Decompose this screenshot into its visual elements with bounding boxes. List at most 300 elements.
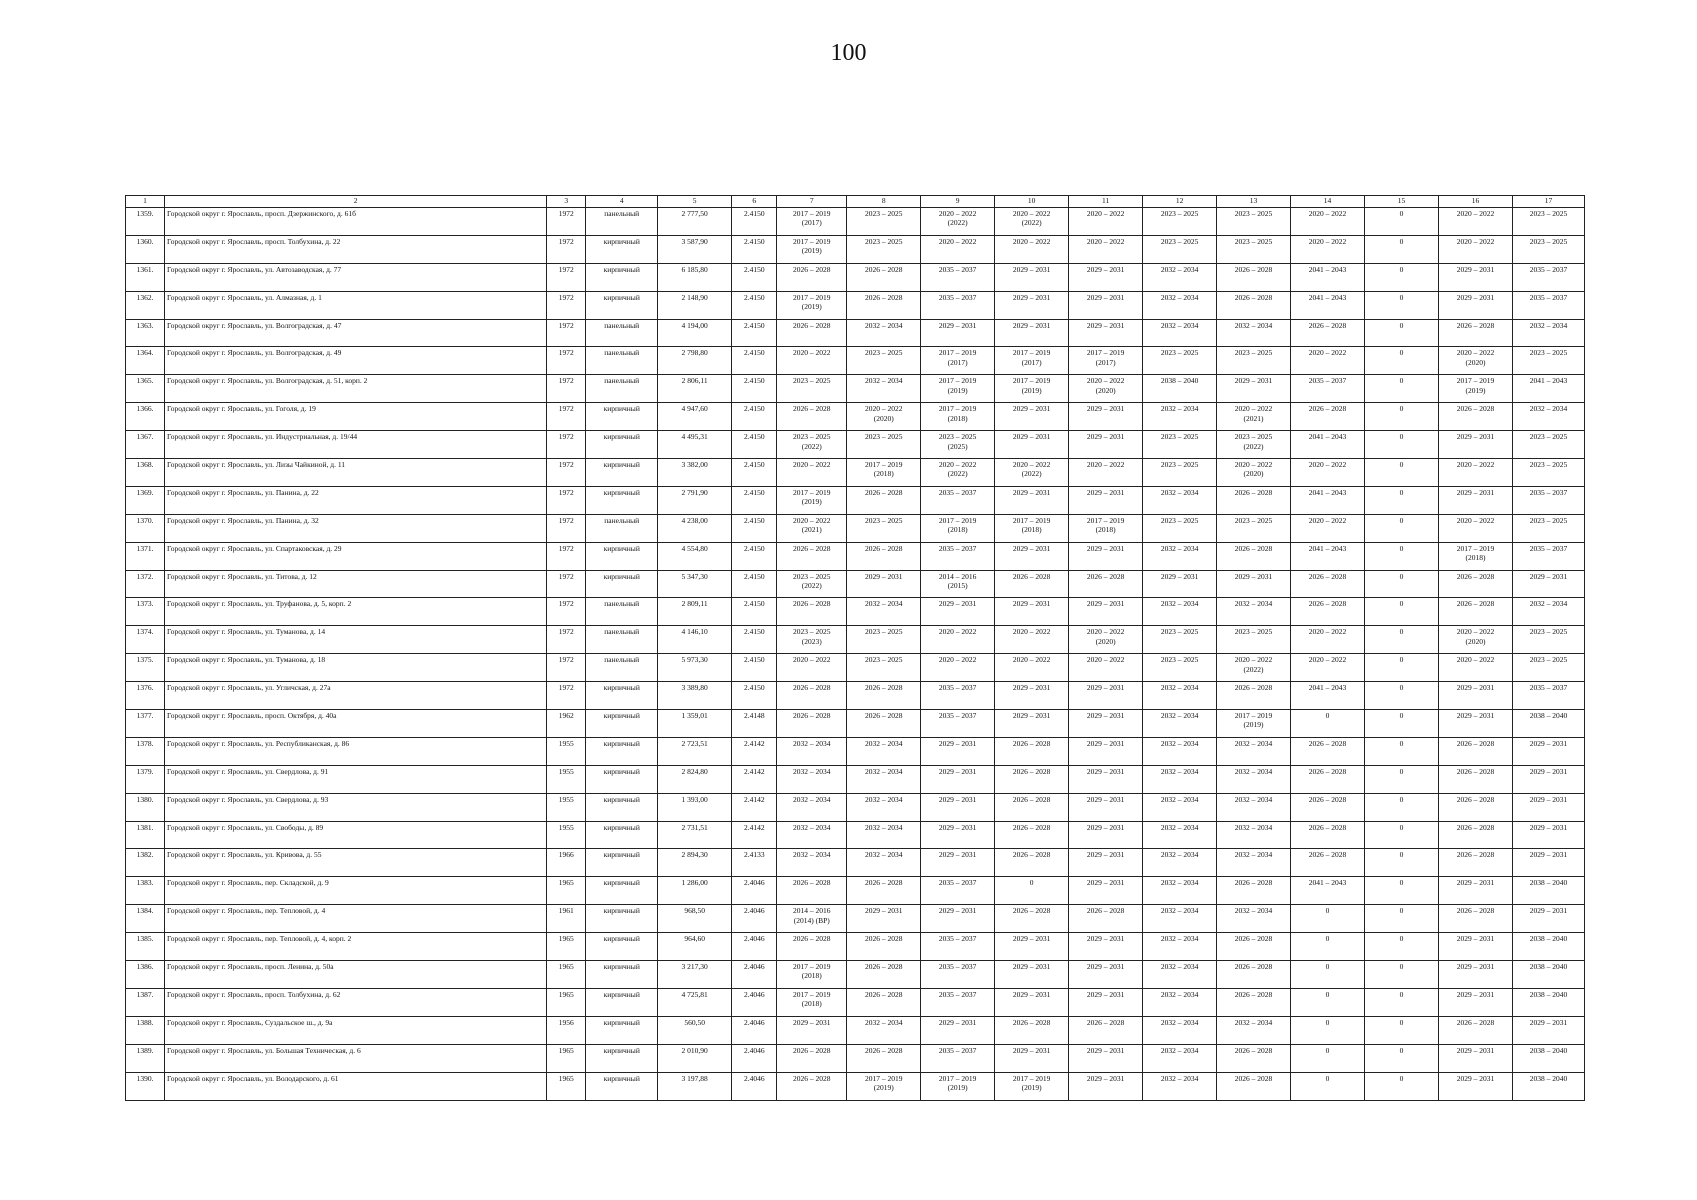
table-cell-col-17: 2038 – 2040 — [1512, 1044, 1584, 1072]
table-cell-col-12: 2032 – 2034 — [1143, 682, 1217, 710]
table-cell-col-16: 2026 – 2028 — [1438, 598, 1512, 626]
table-cell-col-14: 2041 – 2043 — [1291, 486, 1365, 514]
table-cell-col-7: 2020 – 2022 — [777, 459, 847, 487]
table-cell-col-6: 2.4142 — [732, 737, 777, 765]
table-cell-col-11: 2029 – 2031 — [1069, 988, 1143, 1016]
table-row — [126, 793, 1585, 821]
table-cell-col-11: 2029 – 2031 — [1069, 961, 1143, 989]
table-cell-col-14: 2020 – 2022 — [1291, 208, 1365, 236]
table-cell-col-9: 2029 – 2031 — [921, 1016, 995, 1044]
table-cell-col-6: 2.4150 — [732, 459, 777, 487]
table-cell-col-17: 2029 – 2031 — [1512, 1016, 1584, 1044]
table-cell-col-11: 2020 – 2022 — [1069, 235, 1143, 263]
table-cell-col-16: 2026 – 2028 — [1438, 793, 1512, 821]
column-number-header-row — [126, 196, 1585, 208]
table-cell-col-17: 2035 – 2037 — [1512, 542, 1584, 570]
table-cell-col-3: 1955 — [547, 821, 586, 849]
table-cell-col-12: 2032 – 2034 — [1143, 905, 1217, 933]
table-cell-col-13: 2020 – 2022 (2022) — [1217, 654, 1291, 682]
table-cell-col-9: 2035 – 2037 — [921, 486, 995, 514]
table-cell-col-10: 2029 – 2031 — [995, 319, 1069, 347]
table-cell-col-8: 2023 – 2025 — [847, 431, 921, 459]
column-header-4: 4 — [586, 196, 658, 208]
table-cell-col-13: 2029 – 2031 — [1217, 570, 1291, 598]
table-cell-col-6: 2.4046 — [732, 1044, 777, 1072]
table-row — [126, 403, 1585, 431]
table-cell-col-2: Городской округ г. Ярославль, ул. Спартаковская, д. 29 — [165, 542, 547, 570]
table-cell-col-2: Городской округ г. Ярославль, ул. Кривова, д. 55 — [165, 849, 547, 877]
table-cell-col-13: 2032 – 2034 — [1217, 1016, 1291, 1044]
table-cell-col-14: 2041 – 2043 — [1291, 877, 1365, 905]
table-cell-col-13: 2032 – 2034 — [1217, 821, 1291, 849]
column-header-7: 7 — [777, 196, 847, 208]
table-cell-col-12: 2032 – 2034 — [1143, 486, 1217, 514]
table-row — [126, 347, 1585, 375]
table-cell-col-4: панельный — [586, 626, 658, 654]
table-cell-col-4: кирпичный — [586, 961, 658, 989]
table-cell-col-9: 2035 – 2037 — [921, 933, 995, 961]
table-cell-col-8: 2032 – 2034 — [847, 598, 921, 626]
table-cell-col-7: 2023 – 2025 (2023) — [777, 626, 847, 654]
table-cell-col-17: 2041 – 2043 — [1512, 375, 1584, 403]
table-cell-col-5: 2 806,11 — [658, 375, 732, 403]
table-cell-col-1: 1377. — [126, 710, 165, 738]
table-cell-col-3: 1972 — [547, 319, 586, 347]
table-cell-col-16: 2020 – 2022 (2020) — [1438, 347, 1512, 375]
table-cell-col-11: 2026 – 2028 — [1069, 570, 1143, 598]
table-cell-col-15: 0 — [1365, 1044, 1439, 1072]
table-cell-col-13: 2032 – 2034 — [1217, 319, 1291, 347]
table-cell-col-17: 2023 – 2025 — [1512, 459, 1584, 487]
table-cell-col-2: Городской округ г. Ярославль, ул. Панина, д. 32 — [165, 514, 547, 542]
table-cell-col-3: 1972 — [547, 598, 586, 626]
table-cell-col-4: кирпичный — [586, 459, 658, 487]
table-cell-col-6: 2.4150 — [732, 347, 777, 375]
table-cell-col-16: 2029 – 2031 — [1438, 961, 1512, 989]
table-cell-col-9: 2014 – 2016 (2015) — [921, 570, 995, 598]
table-body — [126, 208, 1585, 1101]
table-cell-col-4: кирпичный — [586, 682, 658, 710]
table-cell-col-15: 0 — [1365, 570, 1439, 598]
table-cell-col-10: 2026 – 2028 — [995, 905, 1069, 933]
table-cell-col-7: 2032 – 2034 — [777, 821, 847, 849]
table-cell-col-14: 2020 – 2022 — [1291, 235, 1365, 263]
table-cell-col-7: 2023 – 2025 — [777, 375, 847, 403]
table-cell-col-8: 2026 – 2028 — [847, 263, 921, 291]
table-cell-col-1: 1359. — [126, 208, 165, 236]
table-cell-col-15: 0 — [1365, 793, 1439, 821]
table-cell-col-1: 1386. — [126, 961, 165, 989]
table-cell-col-6: 2.4142 — [732, 821, 777, 849]
table-cell-col-1: 1370. — [126, 514, 165, 542]
table-cell-col-10: 2017 – 2019 (2019) — [995, 375, 1069, 403]
table-cell-col-17: 2035 – 2037 — [1512, 263, 1584, 291]
table-cell-col-5: 2 809,11 — [658, 598, 732, 626]
table-cell-col-5: 3 587,90 — [658, 235, 732, 263]
table-cell-col-4: кирпичный — [586, 765, 658, 793]
table-cell-col-14: 2026 – 2028 — [1291, 793, 1365, 821]
table-cell-col-13: 2026 – 2028 — [1217, 988, 1291, 1016]
table-cell-col-11: 2029 – 2031 — [1069, 933, 1143, 961]
table-cell-col-10: 2029 – 2031 — [995, 486, 1069, 514]
table-cell-col-7: 2020 – 2022 (2021) — [777, 514, 847, 542]
table-cell-col-8: 2017 – 2019 (2019) — [847, 1072, 921, 1100]
table-cell-col-9: 2020 – 2022 — [921, 654, 995, 682]
table-cell-col-14: 0 — [1291, 933, 1365, 961]
table-cell-col-6: 2.4150 — [732, 514, 777, 542]
table-cell-col-6: 2.4150 — [732, 263, 777, 291]
table-cell-col-3: 1972 — [547, 208, 586, 236]
table-cell-col-6: 2.4046 — [732, 1016, 777, 1044]
table-cell-col-13: 2032 – 2034 — [1217, 793, 1291, 821]
table-cell-col-8: 2032 – 2034 — [847, 737, 921, 765]
table-cell-col-2: Городской округ г. Ярославль, просп. Толбухина, д. 22 — [165, 235, 547, 263]
table-cell-col-1: 1387. — [126, 988, 165, 1016]
table-cell-col-9: 2020 – 2022 — [921, 235, 995, 263]
table-cell-col-13: 2032 – 2034 — [1217, 598, 1291, 626]
table-cell-col-14: 2020 – 2022 — [1291, 654, 1365, 682]
table-cell-col-14: 2041 – 2043 — [1291, 263, 1365, 291]
table-cell-col-4: кирпичный — [586, 486, 658, 514]
table-cell-col-2: Городской округ г. Ярославль, ул. Волгоградская, д. 49 — [165, 347, 547, 375]
table-cell-col-7: 2029 – 2031 — [777, 1016, 847, 1044]
table-cell-col-2: Городской округ г. Ярославль, ул. Волгоградская, д. 51, корп. 2 — [165, 375, 547, 403]
table-cell-col-16: 2017 – 2019 (2018) — [1438, 542, 1512, 570]
table-cell-col-4: панельный — [586, 375, 658, 403]
table-cell-col-4: кирпичный — [586, 933, 658, 961]
table-cell-col-15: 0 — [1365, 961, 1439, 989]
table-cell-col-5: 3 217,30 — [658, 961, 732, 989]
table-cell-col-14: 0 — [1291, 1044, 1365, 1072]
table-cell-col-17: 2029 – 2031 — [1512, 793, 1584, 821]
table-cell-col-15: 0 — [1365, 235, 1439, 263]
table-cell-col-5: 4 194,00 — [658, 319, 732, 347]
table-cell-col-15: 0 — [1365, 514, 1439, 542]
table-cell-col-8: 2026 – 2028 — [847, 961, 921, 989]
table-cell-col-9: 2029 – 2031 — [921, 319, 995, 347]
table-cell-col-3: 1972 — [547, 291, 586, 319]
table-cell-col-5: 1 393,00 — [658, 793, 732, 821]
table-cell-col-7: 2032 – 2034 — [777, 765, 847, 793]
column-header-16: 16 — [1438, 196, 1512, 208]
table-cell-col-7: 2017 – 2019 (2018) — [777, 961, 847, 989]
table-cell-col-15: 0 — [1365, 208, 1439, 236]
table-cell-col-12: 2038 – 2040 — [1143, 375, 1217, 403]
table-cell-col-1: 1388. — [126, 1016, 165, 1044]
table-cell-col-5: 4 947,60 — [658, 403, 732, 431]
table-cell-col-7: 2026 – 2028 — [777, 1072, 847, 1100]
table-cell-col-2: Городской округ г. Ярославль, ул. Большая Техническая, д. 6 — [165, 1044, 547, 1072]
table-cell-col-10: 2017 – 2019 (2017) — [995, 347, 1069, 375]
table-cell-col-12: 2023 – 2025 — [1143, 459, 1217, 487]
table-cell-col-7: 2026 – 2028 — [777, 682, 847, 710]
table-cell-col-4: кирпичный — [586, 570, 658, 598]
table-cell-col-11: 2020 – 2022 (2020) — [1069, 375, 1143, 403]
table-cell-col-8: 2017 – 2019 (2018) — [847, 459, 921, 487]
table-cell-col-6: 2.4150 — [732, 654, 777, 682]
table-cell-col-7: 2026 – 2028 — [777, 263, 847, 291]
table-cell-col-16: 2029 – 2031 — [1438, 682, 1512, 710]
table-cell-col-8: 2023 – 2025 — [847, 208, 921, 236]
table-cell-col-16: 2026 – 2028 — [1438, 905, 1512, 933]
table-cell-col-15: 0 — [1365, 1072, 1439, 1100]
table-cell-col-9: 2017 – 2019 (2017) — [921, 347, 995, 375]
table-cell-col-8: 2026 – 2028 — [847, 486, 921, 514]
table-cell-col-6: 2.4150 — [732, 208, 777, 236]
table-cell-col-3: 1965 — [547, 1044, 586, 1072]
table-cell-col-2: Городской округ г. Ярославль, ул. Титова, д. 12 — [165, 570, 547, 598]
table-cell-col-1: 1374. — [126, 626, 165, 654]
table-cell-col-5: 2 824,80 — [658, 765, 732, 793]
table-cell-col-5: 6 185,80 — [658, 263, 732, 291]
table-cell-col-6: 2.4150 — [732, 626, 777, 654]
table-cell-col-8: 2026 – 2028 — [847, 1044, 921, 1072]
table-cell-col-12: 2023 – 2025 — [1143, 654, 1217, 682]
table-cell-col-7: 2026 – 2028 — [777, 710, 847, 738]
table-cell-col-2: Городской округ г. Ярославль, просп. Ленина, д. 50а — [165, 961, 547, 989]
table-cell-col-5: 964,60 — [658, 933, 732, 961]
table-cell-col-11: 2029 – 2031 — [1069, 542, 1143, 570]
table-cell-col-9: 2029 – 2031 — [921, 737, 995, 765]
table-cell-col-10: 2029 – 2031 — [995, 961, 1069, 989]
table-cell-col-2: Городской округ г. Ярославль, ул. Свердлова, д. 93 — [165, 793, 547, 821]
table-cell-col-2: Городской округ г. Ярославль, ул. Труфанова, д. 5, корп. 2 — [165, 598, 547, 626]
table-cell-col-7: 2017 – 2019 (2019) — [777, 235, 847, 263]
table-cell-col-8: 2023 – 2025 — [847, 514, 921, 542]
table-row — [126, 682, 1585, 710]
table-cell-col-5: 2 731,51 — [658, 821, 732, 849]
table-cell-col-4: кирпичный — [586, 291, 658, 319]
table-cell-col-14: 2020 – 2022 — [1291, 626, 1365, 654]
table-cell-col-7: 2026 – 2028 — [777, 598, 847, 626]
column-header-5: 5 — [658, 196, 732, 208]
table-cell-col-17: 2029 – 2031 — [1512, 737, 1584, 765]
table-cell-col-4: кирпичный — [586, 235, 658, 263]
table-cell-col-7: 2020 – 2022 — [777, 654, 847, 682]
table-cell-col-11: 2029 – 2031 — [1069, 765, 1143, 793]
table-cell-col-16: 2026 – 2028 — [1438, 570, 1512, 598]
table-cell-col-4: кирпичный — [586, 988, 658, 1016]
table-cell-col-10: 2029 – 2031 — [995, 403, 1069, 431]
table-row — [126, 291, 1585, 319]
table-cell-col-14: 2041 – 2043 — [1291, 682, 1365, 710]
table-cell-col-7: 2017 – 2019 (2019) — [777, 486, 847, 514]
table-cell-col-13: 2026 – 2028 — [1217, 486, 1291, 514]
table-cell-col-14: 2026 – 2028 — [1291, 737, 1365, 765]
table-cell-col-14: 2026 – 2028 — [1291, 319, 1365, 347]
table-cell-col-9: 2029 – 2031 — [921, 598, 995, 626]
table-cell-col-5: 5 347,30 — [658, 570, 732, 598]
table-cell-col-2: Городской округ г. Ярославль, ул. Володарского, д. 61 — [165, 1072, 547, 1100]
table-cell-col-13: 2026 – 2028 — [1217, 1044, 1291, 1072]
table-cell-col-12: 2029 – 2031 — [1143, 570, 1217, 598]
table-cell-col-3: 1972 — [547, 263, 586, 291]
table-cell-col-13: 2017 – 2019 (2019) — [1217, 710, 1291, 738]
table-cell-col-2: Городской округ г. Ярославль, ул. Волгоградская, д. 47 — [165, 319, 547, 347]
table-cell-col-9: 2029 – 2031 — [921, 765, 995, 793]
table-cell-col-2: Городской округ г. Ярославль, ул. Туманова, д. 18 — [165, 654, 547, 682]
table-cell-col-6: 2.4046 — [732, 905, 777, 933]
table-cell-col-15: 0 — [1365, 598, 1439, 626]
table-cell-col-10: 2029 – 2031 — [995, 263, 1069, 291]
table-cell-col-14: 2041 – 2043 — [1291, 291, 1365, 319]
table-cell-col-5: 1 359,01 — [658, 710, 732, 738]
table-cell-col-5: 2 723,51 — [658, 737, 732, 765]
table-cell-col-7: 2032 – 2034 — [777, 793, 847, 821]
table-cell-col-10: 2029 – 2031 — [995, 988, 1069, 1016]
table-cell-col-8: 2023 – 2025 — [847, 347, 921, 375]
table-cell-col-12: 2023 – 2025 — [1143, 626, 1217, 654]
table-cell-col-17: 2032 – 2034 — [1512, 403, 1584, 431]
table-cell-col-2: Городской округ г. Ярославль, ул. Алмазная, д. 1 — [165, 291, 547, 319]
table-cell-col-12: 2032 – 2034 — [1143, 403, 1217, 431]
table-cell-col-16: 2017 – 2019 (2019) — [1438, 375, 1512, 403]
column-header-10: 10 — [995, 196, 1069, 208]
table-cell-col-9: 2035 – 2037 — [921, 542, 995, 570]
table-cell-col-3: 1972 — [547, 654, 586, 682]
table-cell-col-8: 2026 – 2028 — [847, 291, 921, 319]
table-cell-col-6: 2.4150 — [732, 403, 777, 431]
table-row — [126, 933, 1585, 961]
table-cell-col-16: 2029 – 2031 — [1438, 933, 1512, 961]
table-row — [126, 1016, 1585, 1044]
table-cell-col-1: 1389. — [126, 1044, 165, 1072]
table-cell-col-17: 2029 – 2031 — [1512, 849, 1584, 877]
table-cell-col-1: 1360. — [126, 235, 165, 263]
table-cell-col-13: 2020 – 2022 (2021) — [1217, 403, 1291, 431]
table-cell-col-8: 2020 – 2022 (2020) — [847, 403, 921, 431]
table-cell-col-8: 2029 – 2031 — [847, 905, 921, 933]
table-cell-col-11: 2029 – 2031 — [1069, 431, 1143, 459]
table-cell-col-12: 2023 – 2025 — [1143, 208, 1217, 236]
table-cell-col-16: 2020 – 2022 — [1438, 235, 1512, 263]
table-cell-col-16: 2026 – 2028 — [1438, 403, 1512, 431]
table-cell-col-12: 2032 – 2034 — [1143, 263, 1217, 291]
table-cell-col-14: 2026 – 2028 — [1291, 570, 1365, 598]
table-cell-col-5: 2 148,90 — [658, 291, 732, 319]
table-cell-col-10: 2017 – 2019 (2019) — [995, 1072, 1069, 1100]
table-cell-col-15: 0 — [1365, 765, 1439, 793]
table-cell-col-4: кирпичный — [586, 737, 658, 765]
table-cell-col-7: 2026 – 2028 — [777, 542, 847, 570]
table-cell-col-9: 2020 – 2022 (2022) — [921, 208, 995, 236]
table-cell-col-6: 2.4150 — [732, 542, 777, 570]
table-cell-col-5: 4 725,81 — [658, 988, 732, 1016]
table-cell-col-9: 2035 – 2037 — [921, 961, 995, 989]
table-cell-col-1: 1367. — [126, 431, 165, 459]
table-cell-col-17: 2038 – 2040 — [1512, 961, 1584, 989]
table-cell-col-7: 2023 – 2025 (2022) — [777, 431, 847, 459]
table-cell-col-13: 2023 – 2025 — [1217, 208, 1291, 236]
table-row — [126, 486, 1585, 514]
table-row — [126, 988, 1585, 1016]
table-cell-col-5: 968,50 — [658, 905, 732, 933]
table-cell-col-5: 4 495,31 — [658, 431, 732, 459]
table-row — [126, 905, 1585, 933]
table-cell-col-16: 2029 – 2031 — [1438, 988, 1512, 1016]
table-cell-col-13: 2026 – 2028 — [1217, 263, 1291, 291]
table-cell-col-11: 2029 – 2031 — [1069, 1072, 1143, 1100]
table-row — [126, 710, 1585, 738]
table-cell-col-13: 2032 – 2034 — [1217, 737, 1291, 765]
table-cell-col-17: 2038 – 2040 — [1512, 933, 1584, 961]
table-cell-col-6: 2.4046 — [732, 961, 777, 989]
table-row — [126, 459, 1585, 487]
table-cell-col-8: 2023 – 2025 — [847, 235, 921, 263]
table-cell-col-9: 2035 – 2037 — [921, 291, 995, 319]
table-cell-col-11: 2029 – 2031 — [1069, 598, 1143, 626]
table-cell-col-12: 2032 – 2034 — [1143, 765, 1217, 793]
table-cell-col-9: 2035 – 2037 — [921, 877, 995, 905]
table-cell-col-16: 2026 – 2028 — [1438, 765, 1512, 793]
table-cell-col-6: 2.4046 — [732, 1072, 777, 1100]
table-cell-col-15: 0 — [1365, 542, 1439, 570]
table-cell-col-3: 1972 — [547, 682, 586, 710]
table-cell-col-1: 1384. — [126, 905, 165, 933]
table-cell-col-17: 2035 – 2037 — [1512, 486, 1584, 514]
table-cell-col-12: 2023 – 2025 — [1143, 431, 1217, 459]
table-cell-col-3: 1961 — [547, 905, 586, 933]
table-cell-col-7: 2026 – 2028 — [777, 877, 847, 905]
table-cell-col-16: 2026 – 2028 — [1438, 849, 1512, 877]
table-cell-col-6: 2.4142 — [732, 765, 777, 793]
table-cell-col-11: 2029 – 2031 — [1069, 291, 1143, 319]
table-cell-col-1: 1383. — [126, 877, 165, 905]
table-cell-col-15: 0 — [1365, 486, 1439, 514]
table-cell-col-16: 2029 – 2031 — [1438, 486, 1512, 514]
table-cell-col-5: 1 286,00 — [658, 877, 732, 905]
table-cell-col-14: 2026 – 2028 — [1291, 403, 1365, 431]
table-cell-col-13: 2026 – 2028 — [1217, 542, 1291, 570]
table-cell-col-4: кирпичный — [586, 263, 658, 291]
table-cell-col-15: 0 — [1365, 710, 1439, 738]
table-cell-col-11: 2020 – 2022 — [1069, 459, 1143, 487]
table-row — [126, 431, 1585, 459]
table-cell-col-9: 2035 – 2037 — [921, 1044, 995, 1072]
table-cell-col-12: 2023 – 2025 — [1143, 514, 1217, 542]
table-cell-col-8: 2023 – 2025 — [847, 654, 921, 682]
table-cell-col-2: Городской округ г. Ярославль, ул. Свободы, д. 89 — [165, 821, 547, 849]
column-header-2: 2 — [165, 196, 547, 208]
table-cell-col-14: 2041 – 2043 — [1291, 431, 1365, 459]
table-cell-col-9: 2017 – 2019 (2019) — [921, 375, 995, 403]
table-row — [126, 1044, 1585, 1072]
table-cell-col-12: 2023 – 2025 — [1143, 235, 1217, 263]
table-cell-col-4: панельный — [586, 514, 658, 542]
table-cell-col-1: 1382. — [126, 849, 165, 877]
table-cell-col-12: 2032 – 2034 — [1143, 1016, 1217, 1044]
table-cell-col-15: 0 — [1365, 877, 1439, 905]
table-row — [126, 849, 1585, 877]
table-cell-col-14: 2026 – 2028 — [1291, 765, 1365, 793]
table-cell-col-13: 2026 – 2028 — [1217, 933, 1291, 961]
table-row — [126, 1072, 1585, 1100]
table-cell-col-3: 1955 — [547, 737, 586, 765]
table-cell-col-9: 2017 – 2019 (2018) — [921, 403, 995, 431]
table-cell-col-5: 2 777,50 — [658, 208, 732, 236]
table-cell-col-15: 0 — [1365, 682, 1439, 710]
table-cell-col-16: 2026 – 2028 — [1438, 737, 1512, 765]
table-cell-col-2: Городской округ г. Ярославль, ул. Панина, д. 22 — [165, 486, 547, 514]
table-row — [126, 542, 1585, 570]
table-cell-col-2: Городской округ г. Ярославль, ул. Угличская, д. 27а — [165, 682, 547, 710]
table-cell-col-10: 2029 – 2031 — [995, 933, 1069, 961]
table-cell-col-8: 2032 – 2034 — [847, 765, 921, 793]
table-cell-col-8: 2032 – 2034 — [847, 849, 921, 877]
table-row — [126, 654, 1585, 682]
table-cell-col-14: 2035 – 2037 — [1291, 375, 1365, 403]
table-cell-col-9: 2035 – 2037 — [921, 682, 995, 710]
